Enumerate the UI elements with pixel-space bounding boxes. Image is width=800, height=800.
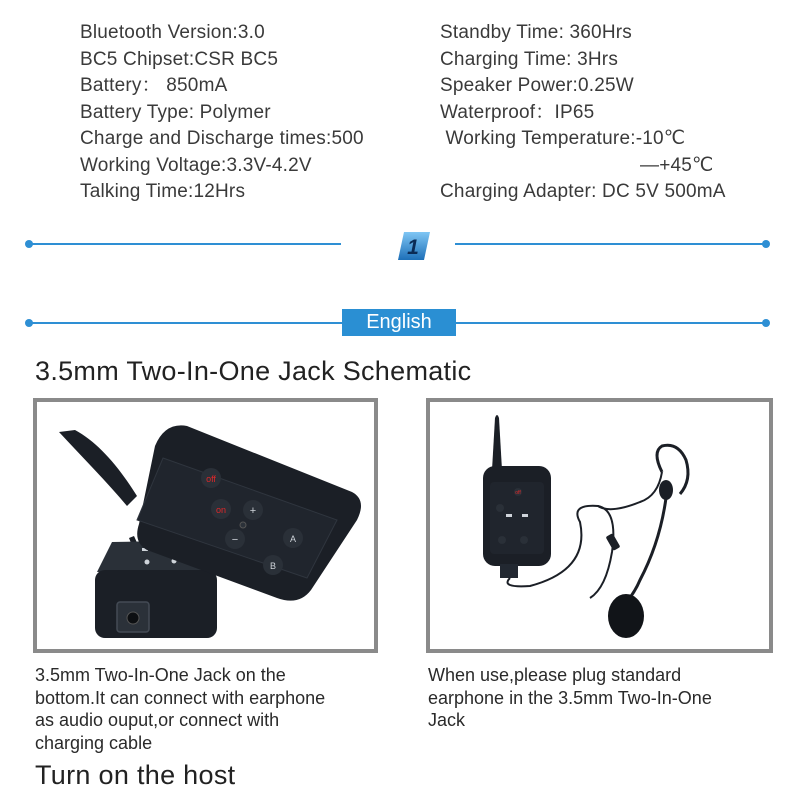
spec-charge-cycles: Charge and Discharge times:500 (80, 128, 364, 149)
spec-working-voltage: Working Voltage:3.3V-4.2V (80, 154, 312, 176)
spec-battery: Battery： 850mA (80, 75, 228, 96)
spec-standby-time: Standby Time: 360Hrs (440, 22, 632, 43)
caption-line: When use,please plug standard (428, 665, 682, 685)
caption-line: 3.5mm Two-In-One Jack on the (35, 665, 286, 685)
intercom-earphone-image (430, 402, 769, 649)
caption-left (35, 664, 325, 754)
divider-line (456, 322, 765, 324)
intercom-devices-image (37, 402, 374, 649)
button-on-label: on (215, 505, 227, 515)
button-minus-label: − (231, 534, 239, 546)
specs-left-column (80, 20, 364, 206)
spec-working-temperature-max: —+45℃ (640, 154, 714, 176)
spec-talking-time: Talking Time:12Hrs (80, 181, 246, 202)
spec-charging-time: Charging Time: 3Hrs (440, 48, 619, 70)
spec-speaker-power: Speaker Power:0.25W (440, 75, 634, 96)
divider-dot (762, 240, 770, 248)
spec-working-temperature: Working Temperature:-10℃ (440, 128, 686, 149)
caption-line: Jack (428, 710, 466, 730)
button-plus-label: + (249, 505, 257, 517)
caption-line: earphone in the 3.5mm Two-In-One (428, 687, 712, 708)
turn-on-title: Turn on the host (35, 760, 236, 790)
spec-charging-adapter: Charging Adapter: DC 5V 500mA (440, 181, 726, 202)
divider-dot (762, 319, 770, 327)
spec-chipset: BC5 Chipset:CSR BC5 (80, 48, 279, 70)
panel-devices (33, 398, 378, 653)
button-a-label: A (289, 534, 297, 544)
language-label: English (342, 309, 456, 336)
panel-device-with-earphone (426, 398, 773, 653)
button-b-label: B (269, 561, 277, 571)
svg-text:off: off (515, 490, 521, 496)
section-number: 1 (407, 236, 419, 259)
caption-line: bottom.It can connect with earphone (35, 687, 326, 708)
divider-line (29, 322, 342, 324)
caption-right (428, 664, 712, 732)
section-number-badge (396, 230, 432, 262)
spec-battery-type: Battery Type: Polymer (80, 101, 271, 123)
button-off-label: off (206, 474, 216, 484)
spec-bluetooth-version: Bluetooth Version:3.0 (80, 22, 265, 43)
caption-line: charging cable (35, 732, 153, 753)
divider-line (455, 243, 765, 245)
specs-right-column (440, 20, 726, 206)
spec-waterproof: Waterproof：IP65 (440, 101, 595, 123)
divider-line (29, 243, 341, 245)
caption-line: as audio ouput,or connect with (35, 710, 280, 730)
schematic-title: 3.5mm Two-In-One Jack Schematic (35, 356, 472, 386)
